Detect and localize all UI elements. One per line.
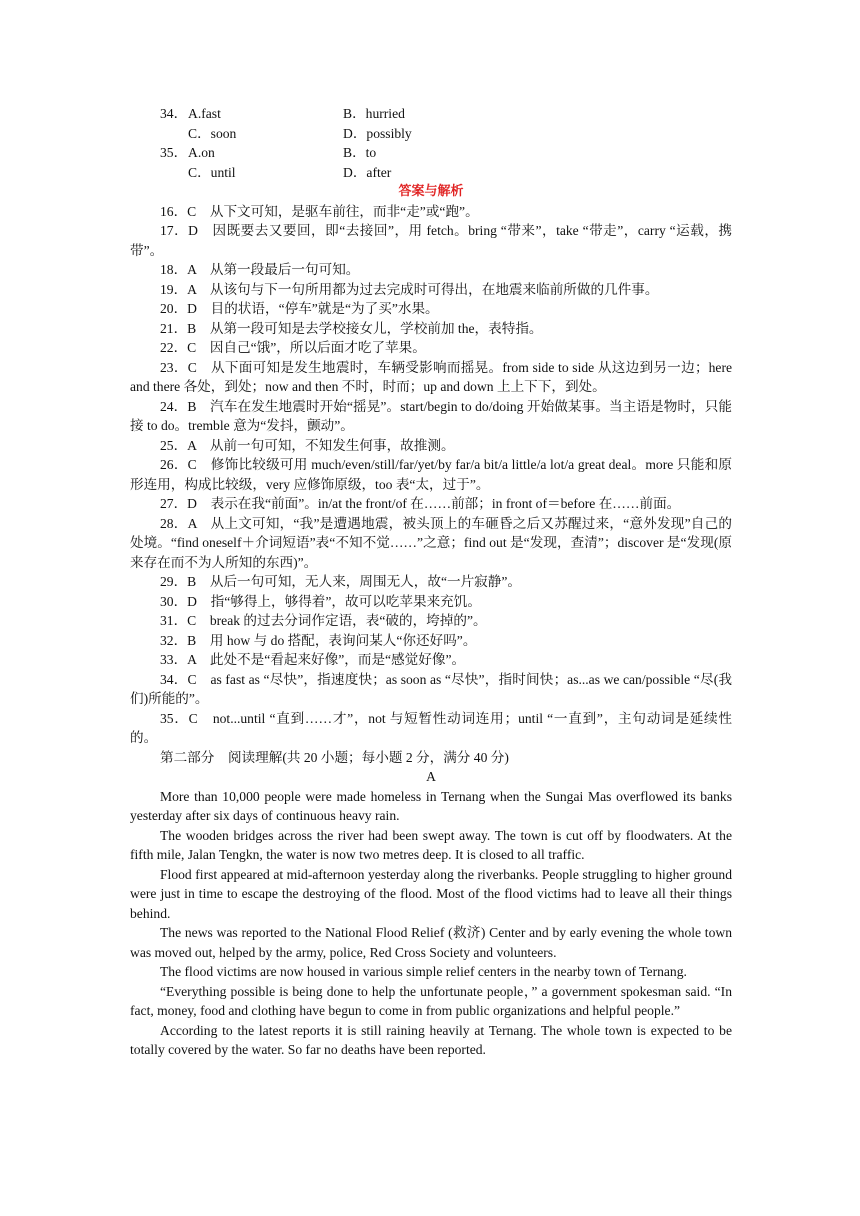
- document-page: [130, 104, 732, 1060]
- option-row: [130, 143, 732, 163]
- answer-item: 18．A 从第一段最后一句可知。: [160, 262, 360, 277]
- passage-paragraph: “Everything possible is being done to help the unfortunate people，” a government spokesman said. “In fact, money, food and clothing have begun to come in from public organizations and helpful people.”: [130, 983, 732, 1018]
- answer-item: 21．B 从第一段可知是去学校接女儿，学校前加 the，表特指。: [160, 320, 543, 336]
- answer-item: 20．D 目的状语，“停车”就是“为了买”水果。: [160, 301, 439, 316]
- passage-label: A: [426, 769, 436, 784]
- answer-item: 19．A 从该句与下一句所用都为过去完成时可得出，在地震来临前所做的几件事。: [160, 281, 659, 297]
- option-row: [130, 163, 732, 183]
- option-b: B．hurried: [343, 106, 405, 121]
- option-d: D．possibly: [343, 125, 412, 141]
- answer-item: 17．D 因既要去又要回，即“去接回”，用 fetch。bring “带来”，take “带走”，carry “运载，携带”。: [130, 223, 732, 258]
- option-row: [130, 124, 732, 144]
- option-a: A.on: [188, 145, 215, 160]
- passage-paragraph: According to the latest reports it is still raining heavily at Ternang. The whole town is expected to be totally covered by the water. So far no deaths have been reported.: [130, 1022, 732, 1057]
- answer-item: 30．D 指“够得上，够得着”，故可以吃苹果来充饥。: [160, 593, 481, 609]
- answer-item: 28．A 从上文可知，“我”是遭遇地震，被头顶上的车砸昏之后又苏醒过来，“意外发现”自己的处境。“find oneself＋介词短语”表“不知不觉……”之意；find out 是“发现，查清”；discover 是“发现(原来存在而不为人所知的东西)”。: [130, 515, 732, 570]
- option-c: C．soon: [188, 125, 237, 141]
- option-d: D．after: [343, 164, 392, 180]
- options-block: [130, 104, 732, 182]
- answer-item: 34．C as fast as “尽快”，指速度快；as soon as “尽快”，指时间快；as...as we can/possible “尽(我们)所能的”。: [130, 671, 732, 706]
- passage-paragraph: The news was reported to the National Flood Relief (救济) Center and by early evening the whole town was moved out, helped by the army, police, Red Cross Society and volunteers.: [130, 925, 732, 960]
- option-c: C．until: [188, 164, 236, 180]
- answer-item: 23．C 从下面可知是发生地震时，车辆受影响而摇晃。from side to side 从这边到另一边；here and there 各处，到处；now and then 不时，时而；up and down 上上下下，到处。: [130, 359, 732, 394]
- answer-item: 26．C 修饰比较级可用 much/even/still/far/yet/by far/a bit/a little/a lot/a great deal。more 只能和原形连用，构成比较级，very 应修饰原级，too 表“太，过于”。: [130, 457, 732, 492]
- answer-item: 27．D 表示在我“前面”。in/at the front/of 在……前部；in front of＝before 在……前面。: [160, 496, 681, 511]
- answer-item: 16．C 从下文可知，是驱车前往，而非“走”或“跑”。: [160, 203, 479, 219]
- part-title: 第二部分 阅读理解(共 20 小题；每小题 2 分，满分 40 分): [160, 749, 509, 765]
- answer-item: 35．C not...until “直到……才”，not 与短暂性动词连用；until “一直到”，主句动词是延续性的。: [130, 710, 732, 745]
- passage-paragraph: More than 10,000 people were made homeless in Ternang when the Sungai Mas overflowed its banks yesterday after six days of continuous heavy rain.: [130, 788, 732, 823]
- answer-item: 22．C 因自己“饿”，所以后面才吃了苹果。: [160, 340, 426, 355]
- answer-item: 29．B 从后一句可知，无人来，周围无人，故“一片寂静”。: [160, 574, 521, 589]
- question-number: 35．: [160, 145, 188, 160]
- answer-item: 31．C break 的过去分词作定语，表“破的，垮掉的”。: [160, 613, 487, 628]
- option-row: [130, 104, 732, 124]
- question-number: 34．: [160, 106, 188, 121]
- reading-passage: [130, 787, 732, 1060]
- passage-paragraph: The wooden bridges across the river had been swept away. The town is cut off by floodwaters. At the fifth mile, Jalan Tengkn, the water is now two metres deep. It is closed to all traffic.: [130, 827, 732, 862]
- answer-item: 25．A 从前一句可知，不知发生何事，故推测。: [160, 437, 455, 453]
- answer-item: 33．A 此处不是“看起来好像”，而是“感觉好像”。: [160, 652, 466, 667]
- answer-item: 24．B 汽车在发生地震时开始“摇晃”。start/begin to do/doing 开始做某事。当主语是物时，只能接 to do。tremble 意为“发抖，颤动”。: [130, 398, 732, 433]
- option-a: A.fast: [188, 106, 221, 121]
- answers-list: [130, 202, 732, 748]
- answer-heading: 答案与解析: [398, 184, 464, 199]
- answer-item: 32．B 用 how 与 do 搭配，表询问某人“你还好吗”。: [160, 632, 477, 648]
- option-b: B．to: [343, 145, 377, 160]
- passage-paragraph: Flood first appeared at mid-afternoon yesterday along the riverbanks. People struggling to higher ground were just in time to escape the destroying of the flood. Most of the flood victims had to leave all their things behind.: [130, 866, 732, 921]
- passage-paragraph: The flood victims are now housed in various simple relief centers in the nearby town of Ternang.: [160, 964, 687, 979]
